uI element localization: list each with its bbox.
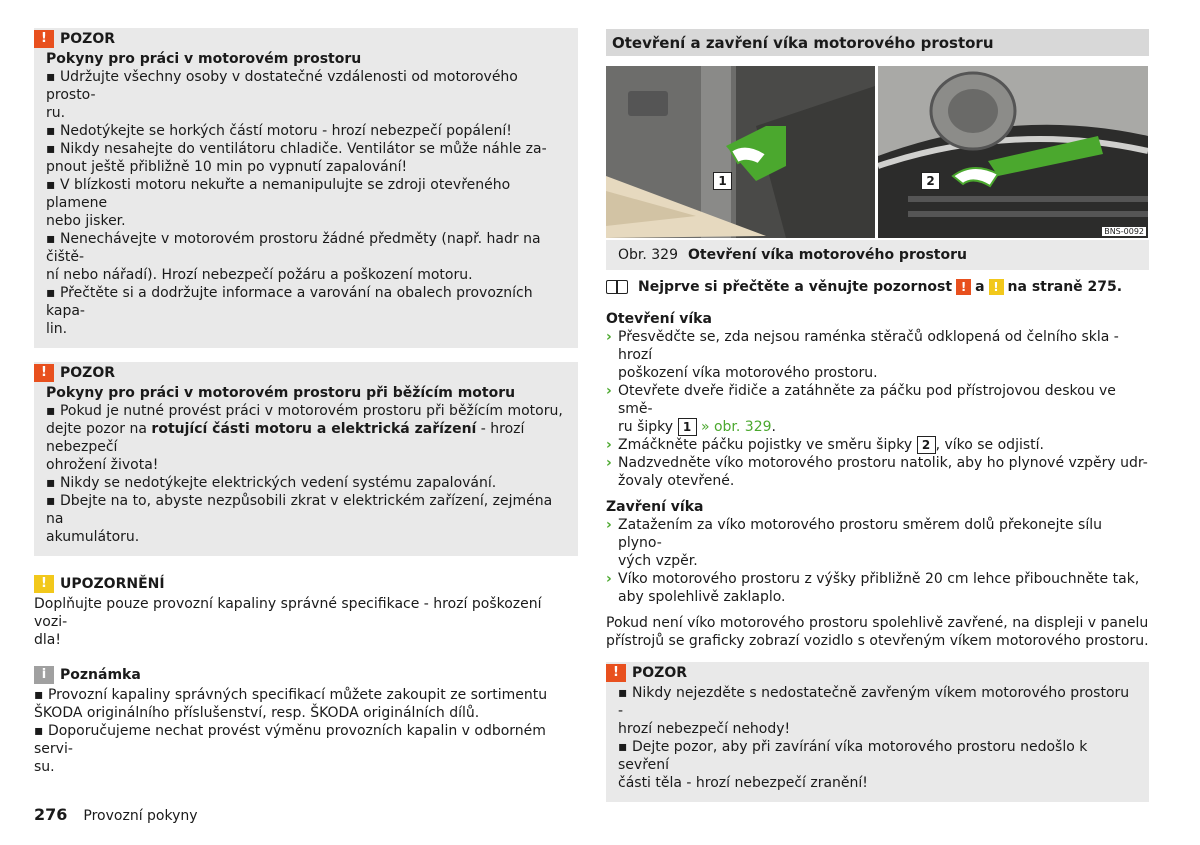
chapter-title: Provozní pokyny [83,808,198,824]
warning-label: POZOR [60,30,115,47]
warning-line: ▪ Dejte pozor, aby při zavírání víka motorového prostoru nedošlo k sevření [618,739,1088,773]
warning-line: části těla - hrozí nebezpečí zranění! [618,775,868,791]
warning-label: POZOR [632,664,687,681]
figure-callout-1: 1 [713,172,732,190]
figure-caption-text: Otevření víka motorového prostoru [688,247,967,263]
left-column [34,28,578,792]
caution-line: Doplňujte pouze provozní kapaliny správné specifikace - hrozí poškození vozi- [34,596,542,630]
chevron-right-icon: › [606,455,612,471]
warning-title: Pokyny pro práci v motorovém prostoru při běžícím motoru [46,385,516,401]
warning-icon: ! [606,664,626,682]
warning-label: POZOR [60,364,115,381]
closing-step: › Víko motorového prostoru z výšky přibližně 20 cm lehce přibouchněte tak, aby spolehlivě zaklaplo. [606,571,1140,605]
opening-step: › Zmáčkněte páčku pojistky ve směru šipky 2 , víko se odjistí. [606,437,1044,453]
info-icon: i [34,666,54,684]
interior-illustration [606,66,875,238]
caution-icon: ! [34,575,54,593]
closing-step: › Zatažením za víko motorového prostoru směrem dolů překonejte sílu plyno- vých vzpěr. [606,517,1102,569]
warning-line: ru. [46,105,66,121]
warning-line: ohrožení života! [46,457,159,473]
warning-line: pnout ještě přibližně 10 min po vypnutí zapalování! [46,159,408,175]
note-line: ŠKODA originálního příslušenství, resp. ŠKODA originálních dílů. [34,705,480,721]
warning-line: hrozí nebezpečí nehody! [618,721,791,737]
warning-mini-icon: ! [956,279,971,295]
warning-line: lin. [46,321,68,337]
caution-block [34,574,578,649]
hood-release-lever-photo [606,66,875,238]
caution-label: UPOZORNĚNÍ [60,575,165,592]
warning-line: ▪ Dbejte na to, abyste nezpůsobili zkrat v elektrickém zařízení, zejména na [46,493,553,527]
note-block [34,665,578,776]
page-footer [34,806,198,825]
caution-mini-icon: ! [989,279,1004,295]
opening-step: › Otevřete dveře řidiče a zatáhněte za páčku pod přístrojovou deskou ve smě- ru šipky 1 » obr. 329. [606,383,1116,435]
warning-icon: ! [34,30,54,48]
warning-line: ▪ Nedotýkejte se horkých částí motoru - hrozí nebezpečí popálení! [46,123,512,139]
arrow-ref-2: 2 [917,436,936,454]
warning-icon: ! [34,364,54,382]
warning-line: nebo jisker. [46,213,126,229]
warning-line: ▪ Přečtěte si a dodržujte informace a varování na obalech provozních kapa- [46,285,533,319]
chevron-right-icon: › [606,517,612,533]
warning-line: ▪ Nikdy se nedotýkejte elektrických vedení systému zapalování. [46,475,497,491]
warning-line: ▪ Nenechávejte v motorovém prostoru žádné předměty (např. hadr na čiště- [46,231,541,265]
closing-heading: Zavření víka [606,499,704,515]
caution-line: dla! [34,632,61,648]
page-number: 276 [34,805,68,824]
note-line: su. [34,759,55,775]
read-first-notice: Nejprve si přečtěte a věnujte pozornost ! a ! na straně 275. [606,278,1149,296]
book-icon [606,280,628,294]
hood-latch-photo [878,66,1148,238]
warning-box-closing [606,662,1149,802]
warning-line: ní nebo nářadí). Hrozí nebezpečí požáru a poškození motoru. [46,267,473,283]
figure-link[interactable]: » obr. 329 [700,419,772,435]
note-line: ▪ Doporučujeme nechat provést výměnu provozních kapalin v odborném servi- [34,723,546,757]
warning-line: ▪ Nikdy nesahejte do ventilátoru chladiče. Ventilátor se může náhle za- [46,141,547,157]
figure-number: Obr. 329 [618,247,678,263]
opening-step: › Přesvědčte se, zda nejsou raménka stěračů odklopená od čelního skla - hrozí poškození víka motorového prostoru. [606,329,1119,381]
chevron-right-icon: › [606,329,612,345]
chevron-right-icon: › [606,437,612,453]
grille-illustration [878,66,1148,238]
warning-title: Pokyny pro práci v motorovém prostoru [46,51,362,67]
chevron-right-icon: › [606,571,612,587]
opening-heading: Otevření víka [606,311,712,327]
section-title: Otevření a zavření víka motorového prostoru [606,29,1149,56]
figure-code: BNS-0092 [1104,227,1144,236]
figure-329 [606,66,1149,238]
figure-caption [606,240,1149,270]
note-line: ▪ Provozní kapaliny správných specifikací můžete zakoupit ze sortimentu [34,687,548,703]
warning-line: ▪ Nikdy nejezděte s nedostatečně zavřeným víkem motorového prostoru - [618,685,1130,719]
chevron-right-icon: › [606,383,612,399]
warning-line: ▪ Udržujte všechny osoby v dostatečné vzdálenosti od motorového prosto- [46,69,518,103]
emphasis-text: rotující části motoru a elektrická zařízení [151,421,477,437]
warning-box-running-engine [34,362,578,556]
warning-line: ▪ Pokud je nutné provést práci v motorovém prostoru při běžícím motoru, [46,403,563,419]
figure-callout-2: 2 [921,172,940,190]
warning-line: dejte pozor na rotující části motoru a elektrická zařízení - hrozí nebezpečí [46,421,525,455]
right-column [606,29,1149,816]
status-paragraph: Pokud není víko motorového prostoru spolehlivě zavřené, na displeji v panelu přístrojů se graficky zobrazí vozidlo s otevřeným víkem motorového prostoru. [606,615,1149,649]
note-label: Poznámka [60,666,141,683]
warning-line: ▪ V blízkosti motoru nekuřte a nemanipulujte se zdroji otevřeného plamene [46,177,511,211]
warning-box-engine-work [34,28,578,348]
opening-step: › Nadzvedněte víko motorového prostoru natolik, aby ho plynové vzpěry udr- žovaly otevřené. [606,455,1148,489]
warning-line: akumulátoru. [46,529,140,545]
arrow-ref-1: 1 [678,418,697,436]
